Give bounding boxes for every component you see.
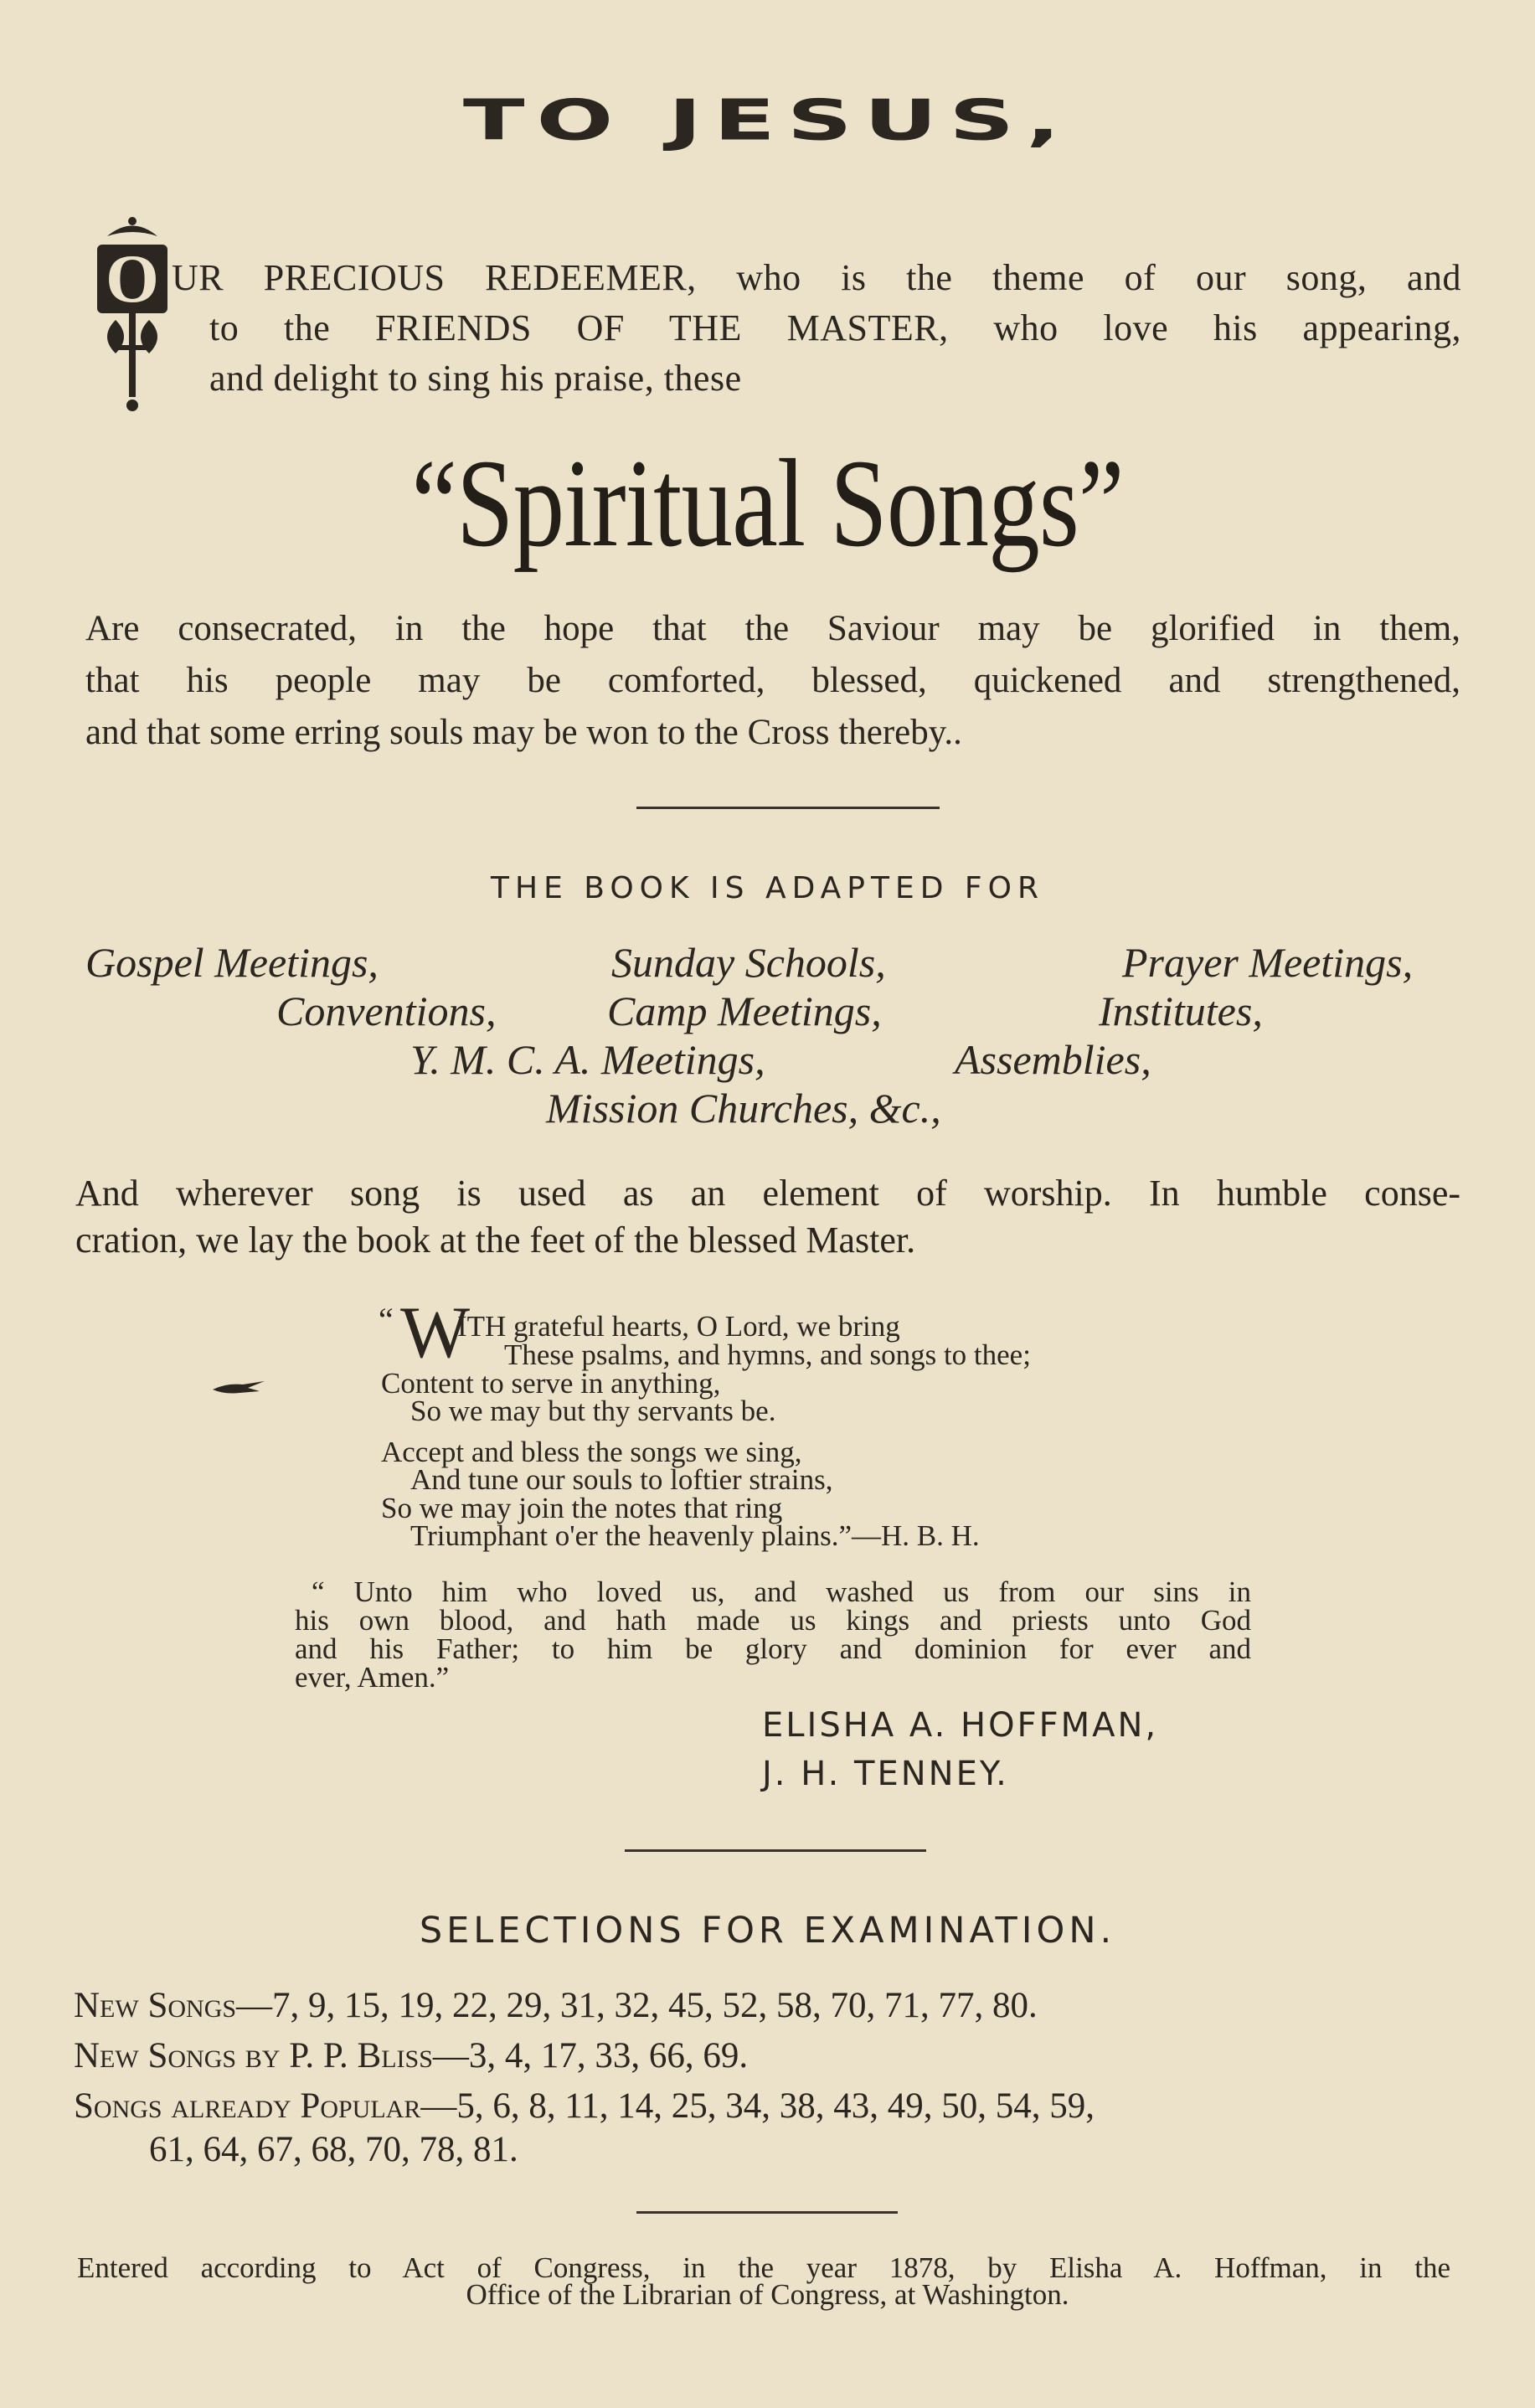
adapted-item: Mission Churches, &c., bbox=[546, 1085, 941, 1132]
book-title: “Spiritual Songs” bbox=[411, 434, 1124, 573]
consecration-line-2: that his people may be comforted, blessed, quickened and strengthened, bbox=[85, 661, 1460, 700]
dedication-line-2: to the FRIENDS OF THE MASTER, who love his appearing, bbox=[209, 307, 1461, 348]
selection-row bbox=[74, 2086, 1095, 2127]
poem-line: And tune our souls to loftier strains, bbox=[410, 1463, 833, 1496]
poem-line: ITH grateful hearts, O Lord, we bring bbox=[457, 1310, 900, 1343]
dedication-line-3: and delight to sing his praise, these bbox=[209, 358, 742, 399]
consecration-line-3: and that some erring souls may be won to the Cross thereby.. bbox=[85, 713, 962, 752]
selection-numbers: —3, 4, 17, 33, 66, 69. bbox=[432, 2036, 749, 2075]
page-title: TO JESUS, bbox=[462, 88, 1073, 153]
poem-line: So we may join the notes that ring bbox=[381, 1492, 783, 1524]
poem-line: So we may but thy servants be. bbox=[410, 1395, 776, 1427]
consecration-line-1: Are consecrated, in the hope that the Saviour may be glorified in them, bbox=[85, 609, 1460, 648]
copyright-line-1: Entered according to Act of Congress, in the year 1878, by Elisha A. Hoffman, in the bbox=[77, 2251, 1450, 2284]
drop-cap-letter: O bbox=[106, 240, 159, 317]
poem-line: Accept and bless the songs we sing, bbox=[381, 1436, 802, 1468]
divider-rule bbox=[625, 1849, 926, 1852]
poem-open-quote: “ bbox=[379, 1301, 394, 1338]
selection-numbers: —7, 9, 15, 19, 22, 29, 31, 32, 45, 52, 58, 70, 71, 77, 80. bbox=[236, 1986, 1038, 2025]
dedication-line-1: UR PRECIOUS REDEEMER, who is the theme of our song, and bbox=[172, 257, 1461, 298]
adapted-item: Institutes, bbox=[1099, 987, 1263, 1034]
scripture-line-3: and his Father; to him be glory and dominion for ever and bbox=[295, 1632, 1251, 1665]
selections-heading: SELECTIONS FOR EXAMINATION. bbox=[419, 1910, 1116, 1952]
pointing-hand-icon bbox=[209, 1378, 268, 1396]
adapted-item: Sunday Schools, bbox=[611, 939, 886, 986]
author-name: ELISHA A. HOFFMAN, bbox=[762, 1706, 1159, 1745]
divider-rule bbox=[636, 2211, 898, 2214]
selection-numbers: —5, 6, 8, 11, 14, 25, 34, 38, 43, 49, 50, 54, 59, bbox=[420, 2086, 1095, 2126]
adapted-item: Assemblies, bbox=[955, 1036, 1151, 1083]
scripture-line-1: “ Unto him who loved us, and washed us from our sins in bbox=[312, 1575, 1251, 1608]
selection-row bbox=[74, 1985, 1038, 2026]
scripture-line-2: his own blood, and hath made us kings and priests unto God bbox=[295, 1604, 1251, 1637]
selection-continuation: 61, 64, 67, 68, 70, 78, 81. bbox=[149, 2130, 518, 2169]
poem-line: Content to serve in anything, bbox=[381, 1367, 721, 1400]
ornamental-drop-cap bbox=[90, 211, 174, 415]
adapted-item: Gospel Meetings, bbox=[85, 939, 379, 986]
selection-label: New Songs bbox=[74, 1986, 237, 2025]
selection-label: Songs already Popular bbox=[74, 2086, 421, 2126]
adapted-heading: THE BOOK IS ADAPTED FOR bbox=[491, 871, 1044, 905]
poem-line: These psalms, and hymns, and songs to thee; bbox=[504, 1338, 1031, 1371]
adapted-item: Prayer Meetings, bbox=[1122, 939, 1414, 986]
divider-rule bbox=[636, 807, 940, 809]
poem-line: Triumphant o'er the heavenly plains.”—H. B. H. bbox=[410, 1519, 980, 1552]
wherever-line-1: And wherever song is used as an element of worship. In humble conse- bbox=[75, 1173, 1460, 1214]
selection-row bbox=[74, 2035, 748, 2076]
selection-label: New Songs by P. P. Bliss bbox=[74, 2036, 433, 2075]
author-name: J. H. TENNEY. bbox=[762, 1755, 1009, 1793]
poem-drop-cap: W bbox=[400, 1292, 471, 1374]
scripture-line-4: ever, Amen.” bbox=[295, 1661, 450, 1694]
wherever-line-2: cration, we lay the book at the feet of the blessed Master. bbox=[75, 1219, 916, 1261]
adapted-item: Conventions, bbox=[276, 987, 497, 1034]
copyright-line-2: Office of the Librarian of Congress, at Washington. bbox=[466, 2278, 1069, 2311]
adapted-item: Camp Meetings, bbox=[607, 987, 882, 1034]
adapted-item: Y. M. C. A. Meetings, bbox=[410, 1036, 765, 1083]
